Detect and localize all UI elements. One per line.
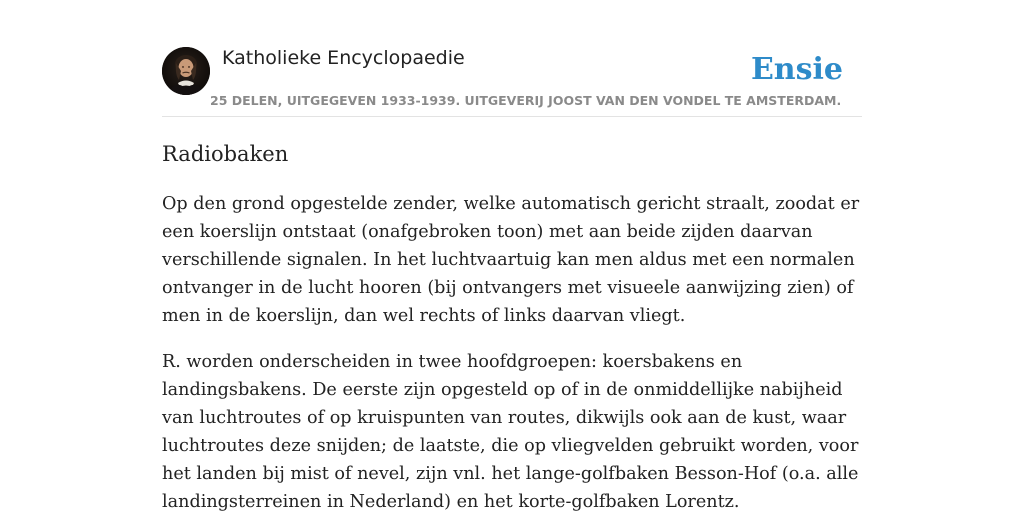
portrait-avatar-icon: [162, 47, 210, 95]
article-paragraph: Op den grond opgestelde zender, welke automatisch gericht straalt, zoodat er een koerslijn ontstaat (onafgebroken toon) met aan beide zijden daarvan verschillende signalen. In het luchtvaartuig kan men aldus met een normalen ontvanger in de lucht hooren (bij ontvangers met visueele aanwijzing zien) of men in de koerslijn, dan wel rechts of links daarvan vliegt.: [162, 194, 860, 326]
ensie-logo[interactable]: Ensie: [750, 52, 843, 87]
article-paragraph: R. worden onderscheiden in twee hoofdgroepen: koersbakens en landingsbakens. De eerste zijn opgesteld op of in de onmiddellijke nabijheid van luchtroutes of op kruispunten van routes, dikwijls ook aan de kust, waar luchtroutes deze snijden; de laatste, die op vliegvelden gebruikt worden, voor het landen bij mist of nevel, zijn vnl. het lange-golfbaken Besson-Hof (o.a. alle landingsterreinen in Nederland) en het korte-golfbaken Lorentz.: [162, 352, 859, 512]
source-header: [162, 46, 862, 117]
source-title[interactable]: Katholieke Encyclopaedie: [222, 47, 465, 69]
source-avatar[interactable]: [162, 47, 210, 95]
article-content: [162, 138, 862, 512]
article-title: Radiobaken: [162, 142, 289, 166]
source-meta: 25 DELEN, UITGEGEVEN 1933-1939. UITGEVERIJ JOOST VAN DEN VONDEL TE AMSTERDAM.: [210, 93, 842, 108]
